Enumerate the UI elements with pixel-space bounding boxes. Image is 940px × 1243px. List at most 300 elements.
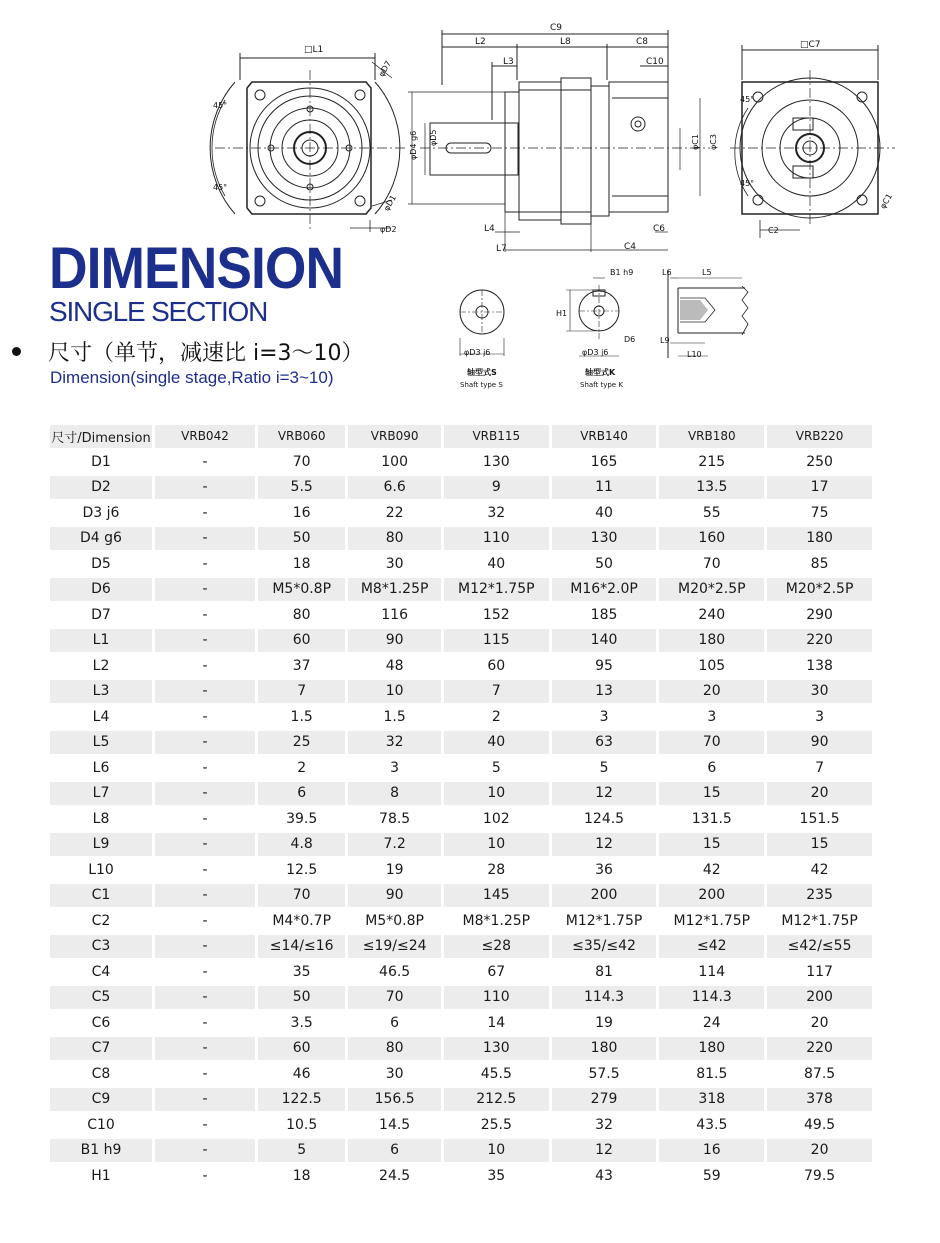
table-cell: M12*1.75P [673,912,751,929]
table-cell: 45.5 [480,1065,512,1082]
table-cell: 318 [659,1088,764,1111]
label-D1: φD1 [381,193,398,213]
table-cell: 10 [444,833,549,856]
label-L10: L10 [687,350,702,359]
table-cell: - [202,504,208,521]
label-C1-rear: φC1 [878,192,895,211]
label-L7: L7 [496,244,507,254]
row-label: C6 [91,1014,111,1031]
table-cell: M12*1.75P [781,912,858,929]
table-cell: 5 [599,759,609,776]
table-cell: - [202,1167,208,1184]
table-cell: - [155,578,255,601]
table-cell: 4.8 [258,833,345,856]
table-cell: 87.5 [804,1065,836,1082]
table-row [50,502,872,525]
row-label: C8 [91,1065,111,1082]
table-cell: 7 [815,759,825,776]
header-model: VRB140 [552,425,657,448]
table-cell: 80 [348,1037,441,1060]
table-cell: 20 [810,1014,829,1031]
table-cell: 6.6 [348,476,441,499]
table-cell: 14.5 [379,1116,411,1133]
table-cell: - [155,680,255,703]
table-cell: 18 [292,1167,311,1184]
table-cell: - [155,884,255,907]
table-cell: - [202,555,208,572]
table-row [50,706,872,729]
table-cell: 46.5 [379,963,411,980]
table-cell: 14 [487,1014,506,1031]
table-cell: 220 [767,629,872,652]
row-label: D3 j6 [82,504,120,521]
table-row [50,884,872,907]
row-label: H1 [91,1167,111,1184]
row-label: D5 [91,555,111,572]
label-D6: D6 [624,335,636,344]
table-cell: M16*2.0P [552,578,657,601]
table-cell: 70 [292,453,311,470]
table-cell: 15 [659,782,764,805]
table-cell: 100 [381,453,408,470]
table-cell: - [155,782,255,805]
table-cell: 200 [767,986,872,1009]
table-cell: 75 [810,504,829,521]
table-cell: 180 [767,527,872,550]
row-label: D6 [50,578,152,601]
table-cell: 18 [292,555,311,572]
bullet-dot [12,347,21,356]
table-cell: 39.5 [286,810,318,827]
table-cell: 5 [258,1139,345,1162]
table-cell: - [202,1014,208,1031]
table-cell: 50 [595,555,613,572]
table-cell: 215 [698,453,726,470]
table-cell: - [155,629,255,652]
label-L6: L6 [662,268,672,277]
table-cell: 40 [444,731,549,754]
table-cell: 15 [767,833,872,856]
table-cell: 6 [258,782,345,805]
table-cell: - [202,1065,208,1082]
table-cell: 114 [698,963,726,980]
label-L8: L8 [560,37,571,47]
table-cell: 17 [767,476,872,499]
table-cell: M5*0.8P [258,578,345,601]
table-cell: - [155,1088,255,1111]
table-cell: 110 [444,986,549,1009]
table-cell: - [155,527,255,550]
table-cell: 1.5 [290,708,313,725]
table-cell: 130 [482,453,510,470]
table-cell: 102 [482,810,510,827]
table-cell: 95 [595,657,613,674]
row-label: L2 [92,657,110,674]
table-cell: 30 [767,680,872,703]
table-cell: - [155,935,255,958]
table-cell: - [202,963,208,980]
table-cell: 105 [698,657,726,674]
table-cell: 13 [552,680,657,703]
table-cell: 6 [390,1014,400,1031]
label-L2: L2 [475,37,486,47]
table-cell: 12 [552,782,657,805]
label-C7: □C7 [800,40,821,50]
table-cell: 36 [595,861,613,878]
table-cell: 46 [292,1065,311,1082]
table-cell: 10 [444,1139,549,1162]
table-cell: 12 [552,1139,657,1162]
table-cell: 70 [258,884,345,907]
table-cell: 114.3 [552,986,657,1009]
label-C2: C2 [768,226,779,235]
table-cell: ≤35/≤42 [552,935,657,958]
table-cell: - [202,606,208,623]
description-english: Dimension(single stage,Ratio i=3~10) [50,368,334,387]
table-cell: 160 [659,527,764,550]
row-label: D7 [91,606,111,623]
label-D3-shaft-s: φD3 j6 [464,348,491,357]
row-label: D1 [91,453,111,470]
label-C9: C9 [550,23,563,33]
table-cell: 81 [595,963,613,980]
table-cell: 115 [444,629,549,652]
table-cell: 60 [258,629,345,652]
table-row [50,757,872,780]
table-header-row [50,425,872,448]
label-C6: C6 [653,224,666,234]
table-row [50,451,872,474]
page-subtitle: SINGLE SECTION [49,296,268,327]
row-label: C2 [91,912,111,929]
page-title: DIMENSION [49,236,344,301]
table-cell: 78.5 [379,810,411,827]
table-row [50,1114,872,1137]
table-cell: 250 [806,453,833,470]
table-cell: 151.5 [799,810,840,827]
shaft-s-caption-en: Shaft type S [460,381,503,389]
header-model: VRB060 [258,425,345,448]
label-B1: B1 h9 [610,268,634,277]
label-C4: C4 [624,242,637,252]
table-cell: 49.5 [804,1116,836,1133]
table-cell: 10.5 [286,1116,318,1133]
table-cell: 80 [292,606,311,623]
table-cell: 6 [348,1139,441,1162]
table-row [50,1037,872,1060]
header-dimension: 尺寸/Dimension [50,425,152,448]
label-C1: φC1 [691,134,700,150]
label-L1: □L1 [304,45,324,55]
table-cell: 114.3 [659,986,764,1009]
label-D5: φD5 [429,129,438,146]
label-angle-bottom: 45° [213,183,228,192]
table-cell: 60 [487,657,506,674]
table-cell: 16 [659,1139,764,1162]
label-L5: L5 [702,268,712,277]
table-cell: 70 [702,555,721,572]
shaft-k-drawing [566,278,619,356]
label-D3-shaft-k: φD3 j6 [582,348,609,357]
table-cell: 20 [659,680,764,703]
table-cell: 30 [385,1065,404,1082]
header-model: VRB042 [155,425,255,448]
table-cell: ≤42/≤55 [767,935,872,958]
table-cell: 60 [258,1037,345,1060]
table-cell: 30 [385,555,404,572]
table-row [50,859,872,882]
table-cell: 3.5 [290,1014,313,1031]
table-cell: 7 [258,680,345,703]
table-cell: 130 [444,1037,549,1060]
table-row [50,1088,872,1111]
row-label: L5 [50,731,152,754]
table-cell: 200 [659,884,764,907]
table-cell: - [202,810,208,827]
table-cell: 124.5 [584,810,625,827]
table-cell: 90 [767,731,872,754]
table-cell: 20 [767,1139,872,1162]
table-row [50,1012,872,1035]
table-cell: 50 [258,527,345,550]
front-view-drawing [210,53,405,232]
row-label: L4 [92,708,110,725]
table-row [50,935,872,958]
table-cell: - [155,476,255,499]
row-label: L9 [50,833,152,856]
header-model: VRB220 [767,425,872,448]
table-row [50,578,872,601]
table-cell: 22 [385,504,404,521]
table-row [50,1165,872,1188]
row-label: L7 [50,782,152,805]
table-cell: ≤14/≤16 [258,935,345,958]
row-label: C9 [50,1088,152,1111]
table-cell: 220 [767,1037,872,1060]
label-H1: H1 [556,309,568,318]
row-label: L10 [88,861,114,878]
table-cell: 2 [491,708,501,725]
table-cell: M12*1.75P [444,578,549,601]
table-cell: M20*2.5P [767,578,872,601]
table-cell: 200 [552,884,657,907]
table-cell: 7.2 [348,833,441,856]
table-cell: 40 [487,555,506,572]
table-cell: 55 [702,504,721,521]
table-cell: 212.5 [444,1088,549,1111]
table-cell: 19 [385,861,404,878]
table-cell: 70 [659,731,764,754]
table-cell: 32 [595,1116,613,1133]
table-cell: ≤42 [659,935,764,958]
table-cell: - [202,912,208,929]
table-cell: - [202,861,208,878]
table-cell: 40 [595,504,613,521]
table-cell: 70 [348,986,441,1009]
table-cell: M8*1.25P [348,578,441,601]
dimension-heading [49,238,369,328]
table-cell: 140 [552,629,657,652]
label-angle-top: 45° [213,101,228,110]
table-cell: 12.5 [286,861,318,878]
header-model: VRB180 [659,425,764,448]
table-cell: M20*2.5P [659,578,764,601]
table-cell: M8*1.25P [462,912,531,929]
table-cell: M4*0.7P [272,912,332,929]
table-cell: 79.5 [804,1167,836,1184]
table-cell: 9 [444,476,549,499]
table-cell: 80 [348,527,441,550]
rear-view-drawing [730,45,895,238]
table-cell: 24 [702,1014,721,1031]
row-label: C1 [50,884,152,907]
table-cell: 50 [258,986,345,1009]
row-label: B1 h9 [50,1139,152,1162]
table-row [50,680,872,703]
label-L3: L3 [503,57,514,67]
table-cell: 7 [444,680,549,703]
table-cell: - [155,1037,255,1060]
table-cell: 10 [444,782,549,805]
table-cell: 279 [552,1088,657,1111]
table-cell: 5.5 [258,476,345,499]
table-cell: 43 [595,1167,613,1184]
table-cell: 67 [487,963,506,980]
table-row [50,476,872,499]
row-label: D4 g6 [50,527,152,550]
table-body [50,451,872,1188]
table-cell: 48 [385,657,404,674]
table-cell: 130 [552,527,657,550]
table-cell: 25.5 [480,1116,512,1133]
table-cell: 12 [552,833,657,856]
table-cell: - [202,759,208,776]
table-cell: M5*0.8P [365,912,424,929]
table-cell: 235 [767,884,872,907]
table-cell: 63 [552,731,657,754]
table-cell: 116 [381,606,408,623]
thread-detail-drawing [668,270,748,358]
table-cell: 180 [659,1037,764,1060]
label-C10: C10 [646,57,664,67]
table-cell: 42 [702,861,721,878]
table-cell: - [155,731,255,754]
table-cell: 37 [292,657,311,674]
table-cell: - [155,986,255,1009]
table-cell: 110 [444,527,549,550]
table-row [50,833,872,856]
table-cell: 165 [590,453,618,470]
table-cell: 156.5 [348,1088,441,1111]
table-row [50,1063,872,1086]
table-cell: 2 [297,759,307,776]
table-cell: 1.5 [383,708,406,725]
table-cell: 28 [487,861,506,878]
table-cell: 35 [292,963,311,980]
label-C8: C8 [636,37,649,47]
label-D7: φD7 [376,59,393,79]
table-cell: 180 [659,629,764,652]
table-cell: 19 [595,1014,613,1031]
table-cell: ≤19/≤24 [348,935,441,958]
table-row [50,527,872,550]
table-row [50,553,872,576]
table-cell: 32 [487,504,506,521]
table-cell: 3 [707,708,717,725]
row-label: C5 [50,986,152,1009]
table-cell: 185 [590,606,618,623]
table-cell: 15 [659,833,764,856]
table-cell: 8 [348,782,441,805]
table-cell: 117 [806,963,833,980]
row-label: D2 [50,476,152,499]
label-angle-rear-bottom: 45° [740,179,755,188]
table-cell: 240 [698,606,726,623]
table-row [50,1139,872,1162]
label-D4: φD4 g6 [409,130,418,160]
table-cell: 81.5 [696,1065,728,1082]
table-cell: 6 [707,759,717,776]
row-label: L8 [92,810,110,827]
label-angle-rear-top: 45° [740,95,755,104]
table-row [50,731,872,754]
table-cell: - [155,1139,255,1162]
row-label: C3 [50,935,152,958]
table-cell: 180 [552,1037,657,1060]
label-L9: L9 [660,336,670,345]
table-cell: 59 [702,1167,721,1184]
table-cell: 290 [806,606,833,623]
table-cell: 25 [258,731,345,754]
table-cell: 57.5 [588,1065,620,1082]
table-cell: 43.5 [696,1116,728,1133]
table-cell: 378 [767,1088,872,1111]
table-cell: 32 [348,731,441,754]
table-cell: 5 [491,759,501,776]
table-cell: 16 [292,504,311,521]
table-cell: 3 [390,759,400,776]
table-row [50,910,872,933]
table-cell: 152 [482,606,510,623]
table-row [50,629,872,652]
table-cell: 90 [348,884,441,907]
table-cell: 13.5 [659,476,764,499]
description-chinese: 尺寸（单节，减速比 i=3～10） [48,341,364,366]
table-cell: 122.5 [258,1088,345,1111]
header-model: VRB090 [348,425,441,448]
table-cell: 90 [348,629,441,652]
table-cell: 138 [806,657,833,674]
table-cell: M12*1.75P [565,912,643,929]
table-cell: - [202,453,208,470]
table-row [50,808,872,831]
table-cell: 10 [348,680,441,703]
table-cell: 11 [552,476,657,499]
table-cell: 20 [767,782,872,805]
row-label: C7 [50,1037,152,1060]
row-label: L3 [50,680,152,703]
table-row [50,782,872,805]
table-cell: - [202,1116,208,1133]
side-view-drawing [408,30,710,252]
table-row [50,961,872,984]
row-label: C10 [87,1116,115,1133]
header-model: VRB115 [444,425,549,448]
row-label: L6 [92,759,110,776]
table-cell: 24.5 [379,1167,411,1184]
dimension-table [47,422,875,1190]
table-cell: 3 [815,708,825,725]
